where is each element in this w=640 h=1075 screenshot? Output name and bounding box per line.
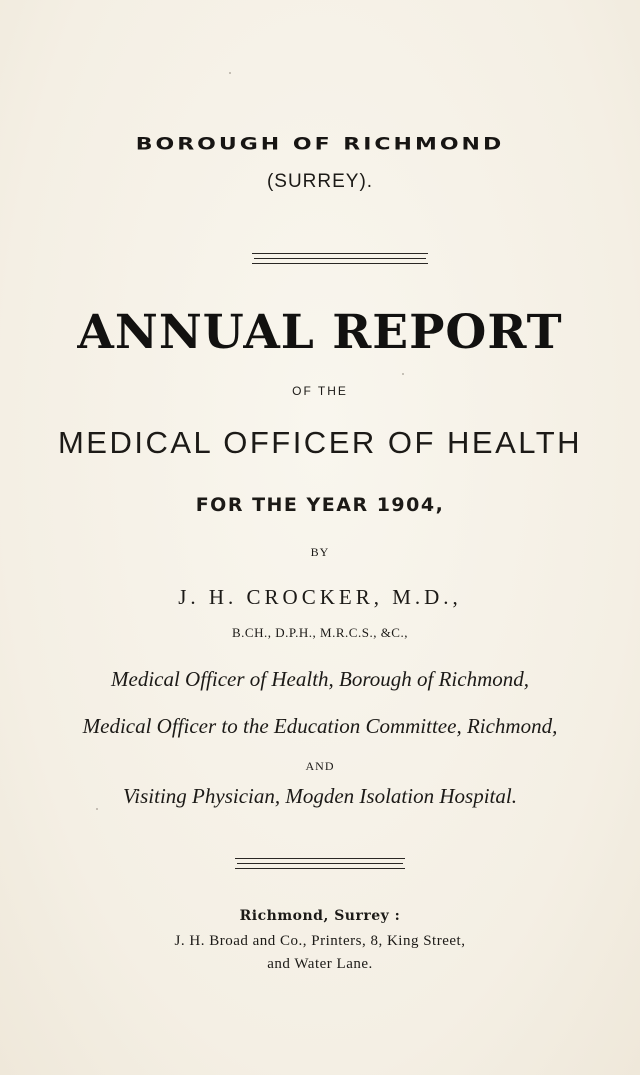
author-qualifications: B.CH., D.P.H., M.R.C.S., &C.,: [232, 625, 408, 640]
author-name: J. H. CROCKER, M.D.,: [178, 585, 462, 609]
report-title: ANNUAL REPORT: [77, 305, 563, 360]
lower-rule-top: [235, 858, 405, 859]
printer-line-2: and Water Lane.: [267, 956, 373, 972]
printer-line-1: J. H. Broad and Co., Printers, 8, King Street,: [174, 933, 466, 949]
paper-speck: [402, 373, 404, 375]
role-line-1: Medical Officer of Health, Borough of Richmond,: [111, 667, 529, 691]
upper-rule-top: [252, 253, 428, 254]
role-line-3: Visiting Physician, Mogden Isolation Hospital.: [123, 784, 517, 808]
and-label: AND: [305, 759, 335, 773]
upper-rule-middle: [254, 258, 426, 259]
role-line-2: Medical Officer to the Education Committee, Richmond,: [82, 714, 558, 738]
lower-rule-bottom: [235, 868, 405, 869]
subject-title: MEDICAL OFFICER OF HEALTH: [57, 425, 583, 460]
borough-heading: BOROUGH OF RICHMOND: [135, 134, 505, 155]
by-label: BY: [310, 545, 330, 559]
paper-speck: [229, 72, 231, 74]
lower-rule-middle: [237, 863, 403, 864]
paper-speck: [96, 808, 98, 810]
of-the-label: OF THE: [292, 384, 348, 398]
year-line: FOR THE YEAR 1904,: [195, 494, 445, 516]
imprint-place: Richmond, Surrey :: [239, 908, 401, 924]
county-heading: (SURREY).: [266, 171, 374, 192]
upper-rule-bottom: [252, 263, 428, 264]
